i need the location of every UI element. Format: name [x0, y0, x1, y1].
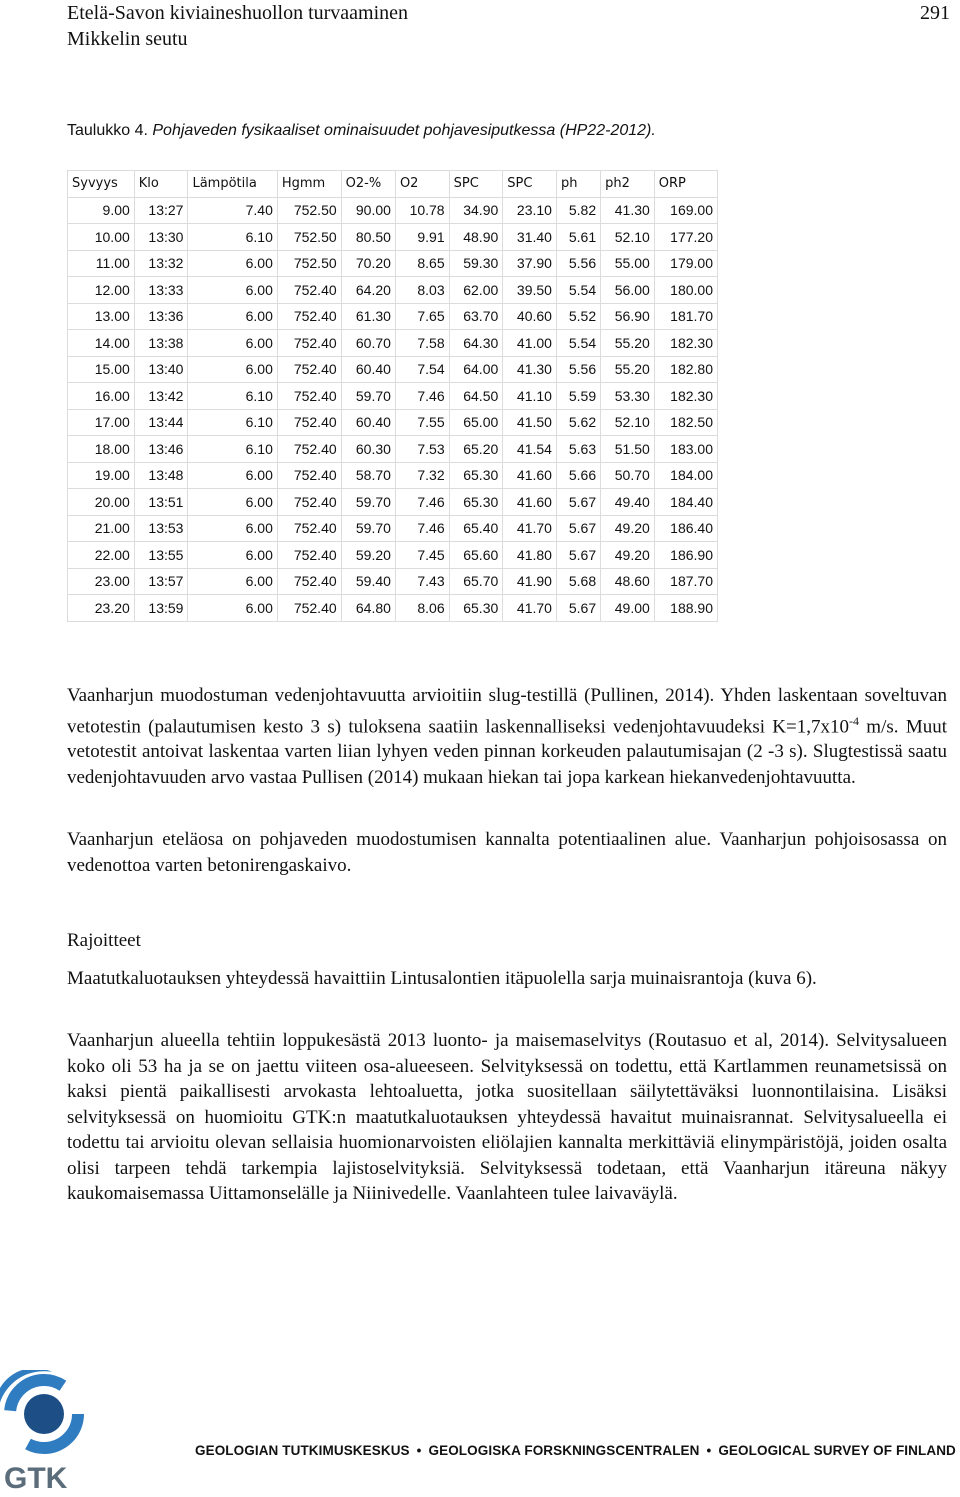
column-header: Klo [134, 171, 188, 198]
table-cell: 18.00 [68, 436, 135, 463]
table-cell: 752.40 [277, 568, 341, 595]
table-cell: 56.90 [601, 303, 655, 330]
column-header: SPC [503, 171, 557, 198]
table-cell: 59.70 [341, 515, 395, 542]
table-cell: 6.00 [188, 595, 277, 622]
table-cell: 6.00 [188, 330, 277, 357]
table-cell: 5.61 [556, 224, 600, 251]
table-cell: 70.20 [341, 250, 395, 277]
table-cell: 13:38 [134, 330, 188, 357]
table-cell: 10.00 [68, 224, 135, 251]
table-cell: 6.00 [188, 568, 277, 595]
table-cell: 61.30 [341, 303, 395, 330]
table-cell: 5.62 [556, 409, 600, 436]
table-cell: 752.40 [277, 383, 341, 410]
paragraph-text: m/s. Muut vetotestit antoivat laskentaa varten liian lyhyen veden pinnan korkeuden palautumisajan (2 -3 s). Slugtestissä saatu vedenjohtavuuden arvo vastaa Pullisen (2014) mukaan hiekan tai jopa karkean hiekanvedenjohtavuutta. [67, 715, 947, 788]
table-cell: 59.70 [341, 489, 395, 516]
table-cell: 13:46 [134, 436, 188, 463]
table-cell: 23.10 [503, 197, 557, 224]
paragraph-text: Vaanharjun alueella tehtiin loppukesästä 2013 luonto- ja maisemaselvitys (Routasuo et al, 2014). Selvitysalueen koko oli 53 ha ja se on jaettu viiteen osa-alueeseen. Selvityksessä on todettu, että Kartlammen reunametsissä on kaksi pientä paikallisesti arvokasta lehtoaluetta, jotka suositellaan säilytettäväksi luonnontilaisina. Lisäksi selvityksessä on huomioitu GTK:n maatutkaluotauksen yhteydessä havaitut muinaisrannat. Selvitysalueella ei todettu tai arvioitu olevan sellaisia huomionarvoisten eliölajien kannalta merkittäviä elinympäristöjä, joiden osalta olisi tarpeen tehdä tarkempia lajistoselvityksiä. Selvityksessä todetaan, että Vaanharjun itäreuna näkyy kaukomaisemassa Uittamonselälle ja Niinivedelle. Vaanlahteen tulee laivaväylä. [67, 1030, 947, 1204]
table-row [68, 383, 718, 410]
table-cell: 55.00 [601, 250, 655, 277]
table-cell: 5.82 [556, 197, 600, 224]
table-cell: 41.00 [503, 330, 557, 357]
paragraph-slug-test [67, 683, 947, 790]
table-cell: 41.90 [503, 568, 557, 595]
table-cell: 752.50 [277, 197, 341, 224]
table-cell: 5.52 [556, 303, 600, 330]
table-cell: 13:55 [134, 542, 188, 569]
table-cell: 179.00 [654, 250, 717, 277]
table-cell: 13.00 [68, 303, 135, 330]
table-cell: 752.50 [277, 250, 341, 277]
table-cell: 48.90 [449, 224, 503, 251]
table-cell: 6.00 [188, 356, 277, 383]
table-cell: 65.30 [449, 595, 503, 622]
table-cell: 64.50 [449, 383, 503, 410]
table-cell: 752.40 [277, 436, 341, 463]
table-cell: 13:53 [134, 515, 188, 542]
table-cell: 41.54 [503, 436, 557, 463]
table-cell: 10.78 [395, 197, 449, 224]
table-cell: 184.00 [654, 462, 717, 489]
table-cell: 55.20 [601, 356, 655, 383]
table-row [68, 197, 718, 224]
header-subtitle: Mikkelin seutu [67, 28, 188, 50]
table-cell: 64.30 [449, 330, 503, 357]
table-cell: 180.00 [654, 277, 717, 304]
table-cell: 19.00 [68, 462, 135, 489]
column-header: Hgmm [277, 171, 341, 198]
table-cell: 13:30 [134, 224, 188, 251]
table-row [68, 489, 718, 516]
table-cell: 62.00 [449, 277, 503, 304]
column-header: O2-% [341, 171, 395, 198]
column-header: ph2 [601, 171, 655, 198]
table-cell: 188.90 [654, 595, 717, 622]
table-cell: 6.10 [188, 409, 277, 436]
table-cell: 34.90 [449, 197, 503, 224]
table-cell: 5.56 [556, 356, 600, 383]
table-cell: 7.32 [395, 462, 449, 489]
table-cell: 13:27 [134, 197, 188, 224]
table-cell: 64.80 [341, 595, 395, 622]
paragraph-area [67, 827, 947, 878]
table-cell: 752.40 [277, 277, 341, 304]
table-cell: 90.00 [341, 197, 395, 224]
table-cell: 51.50 [601, 436, 655, 463]
table-cell: 65.60 [449, 542, 503, 569]
table-cell: 12.00 [68, 277, 135, 304]
separator: • [706, 1443, 712, 1458]
column-header: ph [556, 171, 600, 198]
table-row [68, 462, 718, 489]
table-cell: 752.50 [277, 224, 341, 251]
table-cell: 7.40 [188, 197, 277, 224]
table-caption [67, 121, 656, 141]
table-cell: 5.59 [556, 383, 600, 410]
table-cell: 64.20 [341, 277, 395, 304]
table-cell: 20.00 [68, 489, 135, 516]
caption-text: Pohjaveden fysikaaliset ominaisuudet pohjavesiputkessa (HP22-2012). [147, 122, 656, 139]
separator: • [416, 1443, 422, 1458]
table-cell: 41.10 [503, 383, 557, 410]
table-cell: 13:57 [134, 568, 188, 595]
table-cell: 40.60 [503, 303, 557, 330]
column-header: Syvyys [68, 171, 135, 198]
table-cell: 8.65 [395, 250, 449, 277]
table-cell: 48.60 [601, 568, 655, 595]
table-row [68, 330, 718, 357]
table-cell: 11.00 [68, 250, 135, 277]
table-cell: 5.67 [556, 595, 600, 622]
table-cell: 8.03 [395, 277, 449, 304]
paragraph-text: Maatutkaluotauksen yhteydessä havaittiin Lintusalontien itäpuolella sarja muinaisrantoja (kuva 6). [67, 968, 817, 989]
table-cell: 752.40 [277, 595, 341, 622]
table-cell: 7.46 [395, 383, 449, 410]
column-header: SPC [449, 171, 503, 198]
table-cell: 60.30 [341, 436, 395, 463]
table-cell: 7.65 [395, 303, 449, 330]
table-cell: 63.70 [449, 303, 503, 330]
paragraph-survey [67, 1028, 947, 1207]
table-cell: 5.67 [556, 515, 600, 542]
table-cell: 186.40 [654, 515, 717, 542]
table-cell: 9.91 [395, 224, 449, 251]
table-cell: 80.50 [341, 224, 395, 251]
table-row [68, 436, 718, 463]
table-cell: 7.43 [395, 568, 449, 595]
table-cell: 41.70 [503, 515, 557, 542]
table-cell: 21.00 [68, 515, 135, 542]
table-cell: 64.00 [449, 356, 503, 383]
table-cell: 13:40 [134, 356, 188, 383]
table-cell: 49.40 [601, 489, 655, 516]
table-cell: 186.90 [654, 542, 717, 569]
table-cell: 5.54 [556, 330, 600, 357]
column-header: O2 [395, 171, 449, 198]
table-cell: 182.50 [654, 409, 717, 436]
table-cell: 13:48 [134, 462, 188, 489]
table-cell: 5.67 [556, 489, 600, 516]
header-title: Etelä-Savon kiviaineshuollon turvaaminen [67, 2, 409, 24]
superscript: -4 [849, 713, 859, 728]
table-cell: 53.30 [601, 383, 655, 410]
table-cell: 49.20 [601, 515, 655, 542]
section-heading: Rajoitteet [67, 930, 141, 951]
table-header-row [68, 171, 718, 198]
table-cell: 6.00 [188, 277, 277, 304]
table-cell: 6.10 [188, 224, 277, 251]
table-cell: 5.68 [556, 568, 600, 595]
table-cell: 52.10 [601, 224, 655, 251]
table-row [68, 250, 718, 277]
table-cell: 7.55 [395, 409, 449, 436]
table-cell: 41.30 [601, 197, 655, 224]
table-cell: 58.70 [341, 462, 395, 489]
table-row [68, 515, 718, 542]
table-cell: 752.40 [277, 303, 341, 330]
table-cell: 13:59 [134, 595, 188, 622]
caption-label: Taulukko 4. [67, 122, 148, 139]
table-cell: 50.70 [601, 462, 655, 489]
table-cell: 7.45 [395, 542, 449, 569]
table-cell: 183.00 [654, 436, 717, 463]
groundwater-table [67, 170, 718, 622]
table-body [68, 197, 718, 621]
table-cell: 65.30 [449, 462, 503, 489]
footer-organisation [195, 1443, 956, 1458]
table-cell: 752.40 [277, 542, 341, 569]
table-cell: 13:33 [134, 277, 188, 304]
table-cell: 187.70 [654, 568, 717, 595]
table-cell: 41.60 [503, 462, 557, 489]
paragraph-text: Vaanharjun eteläosa on pohjaveden muodostumisen kannalta potentiaalinen alue. Vaanharjun pohjoisosassa on vedenottoa varten betonirengaskaivo. [67, 829, 947, 876]
table-row [68, 277, 718, 304]
table-cell: 181.70 [654, 303, 717, 330]
table-row [68, 568, 718, 595]
logo-text: GTK [4, 1462, 68, 1495]
table-cell: 59.30 [449, 250, 503, 277]
table-cell: 65.00 [449, 409, 503, 436]
table-cell: 13:44 [134, 409, 188, 436]
table-cell: 182.30 [654, 383, 717, 410]
table-cell: 39.50 [503, 277, 557, 304]
table-cell: 56.00 [601, 277, 655, 304]
table-row [68, 542, 718, 569]
table-cell: 752.40 [277, 330, 341, 357]
table-cell: 37.90 [503, 250, 557, 277]
table-cell: 7.58 [395, 330, 449, 357]
table-cell: 184.40 [654, 489, 717, 516]
table-cell: 5.56 [556, 250, 600, 277]
table-cell: 31.40 [503, 224, 557, 251]
table-cell: 752.40 [277, 515, 341, 542]
table-cell: 7.46 [395, 515, 449, 542]
org-name-en: GEOLOGICAL SURVEY OF FINLAND [718, 1443, 956, 1458]
table-cell: 6.00 [188, 462, 277, 489]
table-cell: 15.00 [68, 356, 135, 383]
column-header: Lämpötila [188, 171, 277, 198]
table-cell: 6.00 [188, 489, 277, 516]
table-row [68, 409, 718, 436]
table-cell: 13:42 [134, 383, 188, 410]
table-cell: 41.70 [503, 595, 557, 622]
table-row [68, 303, 718, 330]
table-cell: 49.00 [601, 595, 655, 622]
table-cell: 65.70 [449, 568, 503, 595]
table-cell: 41.80 [503, 542, 557, 569]
table-cell: 6.00 [188, 250, 277, 277]
paragraph-text: Vaanharjun muodostuman vedenjohtavuutta arvioitiin slug-testillä (Pullinen, 2014). Yhden laskentaan soveltuvan vetotestin (palautumisen kesto 3 s) tuloksena saatiin laskennalliseksi vedenjohtavuudeksi K=1,7x10 [67, 685, 947, 737]
table-cell: 182.30 [654, 330, 717, 357]
table-cell: 16.00 [68, 383, 135, 410]
table-cell: 7.53 [395, 436, 449, 463]
page-number: 291 [920, 2, 950, 24]
table-cell: 41.60 [503, 489, 557, 516]
table-cell: 49.20 [601, 542, 655, 569]
table-cell: 13:32 [134, 250, 188, 277]
table-cell: 5.66 [556, 462, 600, 489]
table-cell: 7.54 [395, 356, 449, 383]
table-row [68, 356, 718, 383]
running-header [67, 0, 408, 52]
table-cell: 9.00 [68, 197, 135, 224]
table-cell: 6.10 [188, 383, 277, 410]
table-cell: 6.00 [188, 542, 277, 569]
table-cell: 6.10 [188, 436, 277, 463]
table-cell: 14.00 [68, 330, 135, 357]
table-cell: 60.40 [341, 409, 395, 436]
table-cell: 41.30 [503, 356, 557, 383]
column-header: ORP [654, 171, 717, 198]
table-cell: 60.70 [341, 330, 395, 357]
table-cell: 6.00 [188, 515, 277, 542]
table-cell: 169.00 [654, 197, 717, 224]
table-cell: 65.40 [449, 515, 503, 542]
table-cell: 752.40 [277, 356, 341, 383]
table-cell: 752.40 [277, 489, 341, 516]
table-cell: 59.70 [341, 383, 395, 410]
table-cell: 23.20 [68, 595, 135, 622]
gtk-logo [0, 1370, 96, 1497]
table-row [68, 224, 718, 251]
table-cell: 59.20 [341, 542, 395, 569]
table-cell: 23.00 [68, 568, 135, 595]
table-cell: 65.30 [449, 489, 503, 516]
table-cell: 13:36 [134, 303, 188, 330]
org-name-sv: GEOLOGISKA FORSKNINGSCENTRALEN [428, 1443, 700, 1458]
table-cell: 52.10 [601, 409, 655, 436]
table-cell: 22.00 [68, 542, 135, 569]
table-cell: 5.54 [556, 277, 600, 304]
table-cell: 65.20 [449, 436, 503, 463]
table-cell: 17.00 [68, 409, 135, 436]
table-cell: 59.40 [341, 568, 395, 595]
table-cell: 5.67 [556, 542, 600, 569]
table-cell: 182.80 [654, 356, 717, 383]
paragraph-shorelines [67, 966, 947, 992]
table-cell: 752.40 [277, 409, 341, 436]
table-cell: 5.63 [556, 436, 600, 463]
table-cell: 8.06 [395, 595, 449, 622]
table-row [68, 595, 718, 622]
table-cell: 7.46 [395, 489, 449, 516]
table-cell: 60.40 [341, 356, 395, 383]
table-cell: 177.20 [654, 224, 717, 251]
table-cell: 41.50 [503, 409, 557, 436]
table-cell: 55.20 [601, 330, 655, 357]
table-cell: 6.00 [188, 303, 277, 330]
org-name-fi: GEOLOGIAN TUTKIMUSKESKUS [195, 1443, 410, 1458]
table-cell: 13:51 [134, 489, 188, 516]
table-cell: 752.40 [277, 462, 341, 489]
